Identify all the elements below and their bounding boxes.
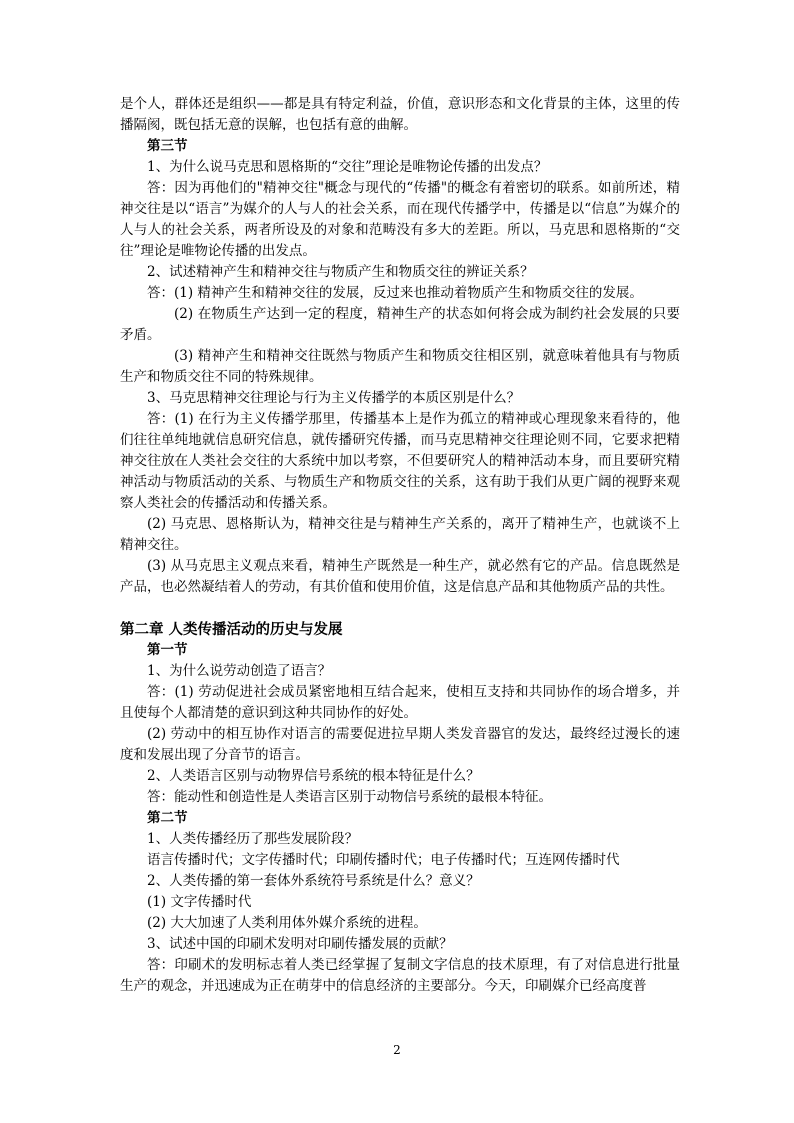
paragraph: 2、人类语言区别与动物界信号系统的根本特征是什么？: [147, 768, 480, 784]
paragraph: 语言传播时代；文字传播时代；印刷传播时代；电子传播时代；互连网传播时代: [147, 852, 620, 868]
paragraph: 2、试述精神产生和精神交往与物质产生和物质交往的辨证关系？: [147, 264, 534, 280]
document-body: [120, 94, 680, 997]
paragraph: (2) 在物质生产达到一定的程度，精神生产的状态如何将会成为制约社会发展的只要矛盾。: [120, 306, 680, 343]
paragraph: (3) 从马克思主义观点来看，精神生产既然是一种生产，就必然有它的产品。信息既然是产品，也必然凝结着人的劳动，有其价值和使用价值，这是信息产品和其他物质产品的共性。: [120, 558, 680, 595]
section-heading: 第二节: [147, 810, 188, 826]
paragraph: (2) 马克思、恩格斯认为，精神交往是与精神生产关系的，离开了精神生产，也就谈不上精神交往。: [120, 516, 680, 553]
paragraph: 3、马克思精神交往理论与行为主义传播学的本质区别是什么？: [147, 390, 521, 406]
paragraph: 答：印刷术的发明标志着人类已经掌握了复制文字信息的技术原理，有了对信息进行批量生产的观念，并迅速成为正在萌芽中的信息经济的主要部分。今天，印刷媒介已经高度普: [120, 957, 680, 994]
paragraph: 1、为什么说马克思和恩格斯的“交往”理论是唯物论传播的出发点？: [147, 159, 548, 175]
paragraph: (2) 大大加速了人类利用体外媒介系统的进程。: [147, 915, 427, 931]
paragraph: (1) 文字传播时代: [147, 894, 252, 910]
page-number: 2: [393, 1043, 401, 1057]
paragraph: 答：(1) 在行为主义传播学那里，传播基本上是作为孤立的精神或心理现象来看待的，他们往往单纯地就信息研究信息，就传播研究传播，而马克思精神交往理论则不同，它要求把精神交往放在人类社会交往的大系统中加以考察，不但要研究人的精神活动本身，而且要研究精神活动与物质活动的关系、与物质生产和物质交往的关系，这有助于我们从更广阔的视野来观察人类社会的传播活动和传播关系。: [120, 411, 680, 511]
section-heading: 第一节: [147, 642, 188, 658]
chapter-heading: 第二章 人类传播活动的历史与发展: [120, 621, 343, 638]
paragraph: 2、人类传播的第一套体外系统符号系统是什么？意义？: [147, 873, 480, 889]
paragraph: 1、人类传播经历了那些发展阶段？: [147, 831, 359, 847]
paragraph: 答：(1) 精神产生和精神交往的发展，反过来也推动着物质产生和物质交往的发展。: [147, 285, 643, 301]
paragraph: (2) 劳动中的相互协作对语言的需要促进拉早期人类发音器官的发达，最终经过漫长的速度和发展出现了分音节的语言。: [120, 726, 680, 763]
paragraph: 是个人，群体还是组织——都是具有特定利益，价值，意识形态和文化背景的主体，这里的传播隔阂，既包括无意的误解，也包括有意的曲解。: [120, 96, 680, 133]
paragraph: (3) 精神产生和精神交往既然与物质产生和物质交往相区别，就意味着他具有与物质生产和物质交往不同的特殊规律。: [120, 348, 680, 385]
paragraph: 3、试述中国的印刷术发明对印刷传播发展的贡献？: [147, 936, 453, 952]
paragraph: 答：能动性和创造性是人类语言区别于动物信号系统的最根本特征。: [147, 789, 552, 805]
paragraph: 答：(1) 劳动促进社会成员紧密地相互结合起来，使相互支持和共同协作的场合增多，并且使每个人都清楚的意识到这种共同协作的好处。: [120, 684, 680, 721]
section-heading: 第三节: [147, 138, 188, 154]
paragraph: 答：因为再他们的"精神交往"概念与现代的“传播"的概念有着密切的联系。如前所述，精神交往是以“语言”为媒介的人与人的社会关系，而在现代传播学中，传播是以“信息”为媒介的人与人的社会关系，两者所设及的对象和范畴没有多大的差距。所以，马克思和恩格斯的“交往”理论是唯物论传播的出发点。: [120, 180, 680, 259]
paragraph: 1、为什么说劳动创造了语言？: [147, 663, 332, 679]
